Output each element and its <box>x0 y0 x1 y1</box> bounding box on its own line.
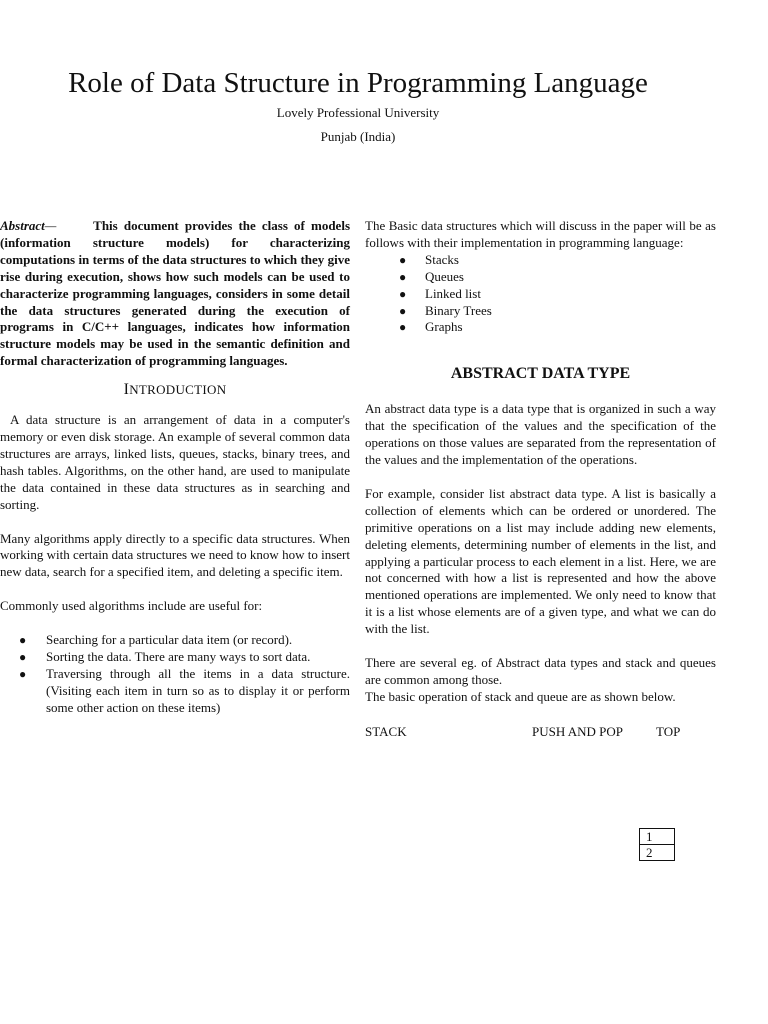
adt-heading: ABSTRACT DATA TYPE <box>450 365 631 383</box>
intro-paragraph-1: A data structure is an arrangement of data in a computer's memory or even disk storage. An example of several common data structures are arrays, linked lists, queues, stacks, binary trees, and hash tables. Algorithms, on the other hand, are used to manipulate the data contained in these data structures as in searching and sorting. <box>0 412 350 512</box>
stack-label: STACK <box>365 723 407 739</box>
stack-cell: 1 <box>640 829 675 845</box>
abstract-label: Abstract— <box>0 218 57 233</box>
intro-paragraph-3: Commonly used algorithms include are useful for: <box>0 598 263 614</box>
left-column <box>0 218 350 717</box>
stack-cell: 2 <box>640 845 675 861</box>
adt-paragraph-1: An abstract data type is a data type that is organized in such a way that the specification of the values and the specification of the operations on those values are separated from the representation of the values and the implementation of the operations. <box>365 401 716 467</box>
intro-paragraph-2: Many algorithms apply directly to a specific data structures. When working with certain data structures we need to know how to insert new data, search for a specified item, and deleting a specific item. <box>0 530 350 580</box>
paper-title: Role of Data Structure in Programming Language <box>68 67 648 99</box>
list-item: ● Binary Trees <box>399 302 492 318</box>
list-item: ● Stacks <box>399 251 459 267</box>
adt-paragraph-3: There are several eg. of Abstract data types and stack and queues are common among those. <box>365 655 716 687</box>
introduction-heading: INTRODUCTION <box>123 381 227 399</box>
list-item: ● Traversing through all the items in a data structure. (Visiting each item in turn so as to display it or perform some other action on these items) <box>19 665 350 715</box>
list-item: ● Linked list <box>399 285 481 301</box>
push-pop-label: PUSH AND POP <box>532 723 624 739</box>
adt-paragraph-2: For example, consider list abstract data type. A list is basically a collection of elements which can be ordered or unordered. The primitive operations on a list may include adding new elements, deleting elements, determining number of elements in the list, and applying a particular process to each element in a list. Here, we are not concerned with how a list is represented and how the above mentioned operations are implemented. We only need to know that it is a list whose elements are of a given type, and what we can do with the list. <box>365 485 716 637</box>
bullet-icon: ● <box>399 286 407 301</box>
basic-structures-intro: The Basic data structures which will discuss in the paper will be as follows with their implementation in programming language: <box>365 218 716 250</box>
data-structure-list <box>365 252 716 337</box>
bullet-icon: ● <box>399 303 407 318</box>
bullet-icon: ● <box>19 633 27 648</box>
bullet-icon: ● <box>399 320 407 335</box>
abstract-paragraph <box>0 218 350 370</box>
bullet-icon: ● <box>19 666 27 681</box>
list-item: ● Graphs <box>399 319 463 335</box>
bullet-icon: ● <box>399 252 407 267</box>
location: Punjab (India) <box>320 129 396 144</box>
bullet-icon: ● <box>399 269 407 284</box>
list-item: ● Queues <box>399 268 464 284</box>
right-column <box>365 218 716 741</box>
abstract-text: This document provides the class of models (information structure models) for characterizing computations in terms of the data structures to which they give rise during execution, shows how such models can be used to characterize programming languages, considers in some detail the data structures generated during the execution of programs in C/C++ languages, indicates how information structure models may be used in the semantic definition and formal characterization of programming languages. <box>0 218 350 369</box>
affiliation: Lovely Professional University <box>276 105 440 120</box>
list-item: ● Sorting the data. There are many ways to sort data. <box>19 649 311 665</box>
stack-labels-row <box>365 724 716 741</box>
list-item: ● Searching for a particular data item (or record). <box>19 632 293 648</box>
bullet-icon: ● <box>19 650 27 665</box>
algorithm-list <box>0 632 350 717</box>
stack-diagram <box>639 828 675 861</box>
top-label: TOP <box>656 723 681 739</box>
adt-paragraph-4: The basic operation of stack and queue are as shown below. <box>365 688 676 704</box>
